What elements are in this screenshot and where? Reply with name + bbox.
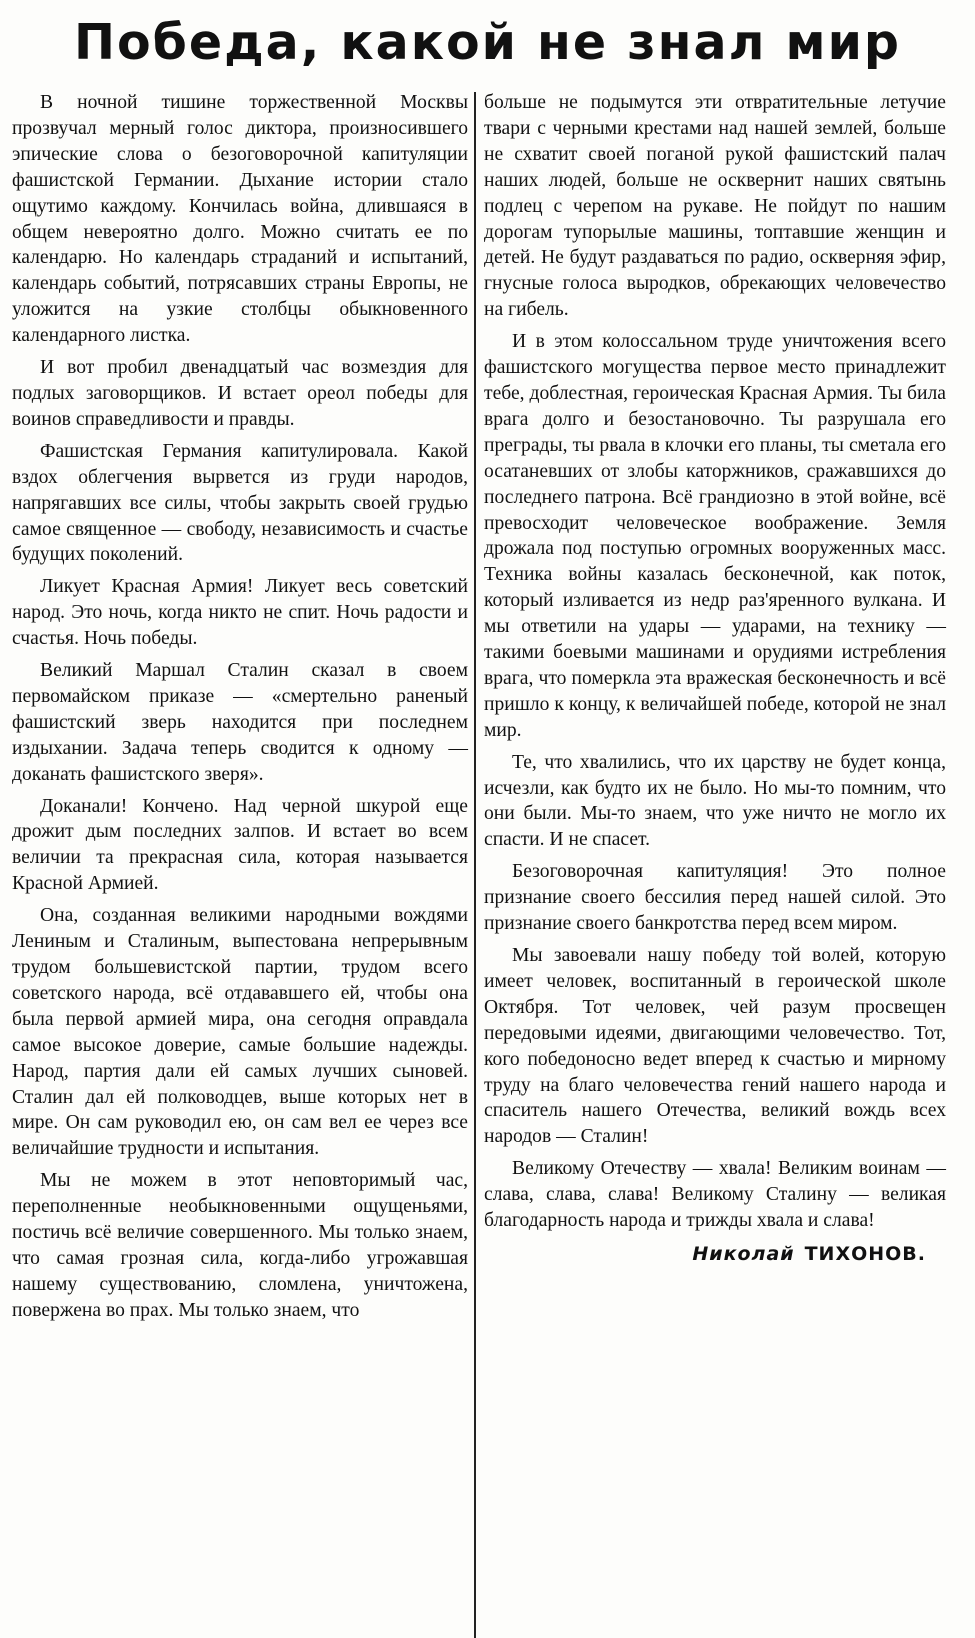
paragraph: Безоговорочная капитуляция! Это полное признание своего бессилия перед нашей силой. Это признание своего банкротства перед всем миром. xyxy=(484,861,946,935)
author-signature xyxy=(484,1242,946,1268)
author-first-name: Николай xyxy=(692,1242,795,1265)
paragraph: больше не подымутся эти отвратительные летучие твари с черными крестами над нашей землей, больше не схватит своей поганой рукой фашистский палач наших людей, больше не осквернит наших святынь подлец с черепом на рукаве. Не пойдут по нашим дорогам тупорылые машины, топтавшие женщин и детей. Не будут раздаваться по радио, оскверняя эфир, гнусные голоса выродков, обрекающих человечество на гибель. xyxy=(484,92,946,321)
paragraph: Великий Маршал Сталин сказал в своем первомайском приказе — «смертельно раненый фашистский зверь находится при последнем издыхании. Задача теперь сводится к одному — доканать фашистского зверя». xyxy=(12,660,468,785)
paragraph: Фашистская Германия капитулировала. Какой вздох облегчения вырвется из груди народов, напрягавших все силы, чтобы закрыть своей грудью самое священное — свободу, независимость и счастье будущих поколений. xyxy=(12,440,468,566)
paragraph: Те, что хвалились, что их царству не будет конца, исчезли, как будто их не было. Но мы-то помним, что они были. Мы-то знаем, что уже ничто не могло их спасти. И не спасет. xyxy=(484,751,946,851)
left-column xyxy=(12,90,468,1330)
column-divider xyxy=(474,92,476,1638)
paragraph: Мы завоевали нашу победу той волей, которую имеет человек, воспитанный в героической школе Октября. Тот человек, чей разум просвещен передовыми идеями, двигающими человечество. Тот, кого победоносно ведет вперед к счастью и мирному труду на благо человечества гений нашего народа и спаситель нашего Отечества, великий вождь всех народов — Сталин! xyxy=(484,945,946,1148)
paragraph: Доканали! Кончено. Над черной шкурой еще дрожит дым последних залпов. И встает во всем величии та прекрасная сила, которая называется Красной Армией. xyxy=(12,795,468,895)
paragraph: И вот пробил двенадцатый час возмездия для подлых заговорщиков. И встает ореол победы для воинов справедливости и правды. xyxy=(12,357,468,430)
paragraph: Она, созданная великими народными вождями Лениным и Сталиным, выпестована непрерывным трудом большевистской партии, трудом всего советского народа, всё отдававшего ей, чтобы она была первой армией мира, она сегодня оправдала самое высокое доверие, самые большие надежды. Народ, партия дали ей самых лучших сыновей. Сталин дал ей полководцев, выше которых нет в мире. Он сам руководил ею, он сам вел ее через все величайшие трудности и испытания. xyxy=(12,905,468,1160)
paragraph: Великому Отечеству — хвала! Великим воинам — слава, слава, слава! Великому Сталину — великая благодарность народа и трижды хвала и слава! xyxy=(484,1158,946,1232)
author-last-name: ТИХОНОВ. xyxy=(804,1242,926,1265)
right-column xyxy=(484,90,946,1268)
paragraph: Мы не можем в этот неповторимый час, переполненные необыкновенными ощущеньями, постичь всё величие совершенного. Мы только знаем, что самая грозная сила, когда-либо угрожавшая нашему существованию, сломлена, уничтожена, повержена во прах. Мы только знаем, что xyxy=(12,1170,468,1321)
paragraph: Ликует Красная Армия! Ликует весь советский народ. Это ночь, когда никто не спит. Ночь радости и счастья. Ночь победы. xyxy=(12,576,468,650)
paragraph: И в этом колоссальном труде уничтожения всего фашистского могущества первое место принадлежит тебе, доблестная, героическая Красная Армия. Ты била врага долго и безостановочно. Ты разрушала его преграды, ты рвала в клочки его планы, ты сметала его осатаневших от злобы каторжников, сражавшихся до последнего патрона. Всё грандиозно в этой войне, всё превосходит человеческое воображение. Земля дрожала под поступью огромных вооруженных масс. Техника войны казалась бесконечной, как поток, который изливается из недр раз'яренного вулкана. И мы ответили на удары — ударами, на технику — такими боевыми машинами и орудиями истребления врага, что померкла эта вражеская бесконечность и всё пришло к концу, к величайшей победе, которой не знал мир. xyxy=(484,331,946,741)
paragraph: В ночной тишине торжественной Москвы прозвучал мерный голос диктора, произносившего эпические слова о безоговорочной капитуляции фашистской Германии. Дыхание истории стало ощутимо каждому. Кончилась война, длившаяся в общем невероятно долго. Можно считать ее по календарю. Но календарь страданий и испытаний, календарь событий, потрясавших страны Европы, не уложится на узкие столбцы обыкновенного календарного листка. xyxy=(12,92,468,347)
article-title: Победа, какой не знал мир xyxy=(73,14,901,71)
